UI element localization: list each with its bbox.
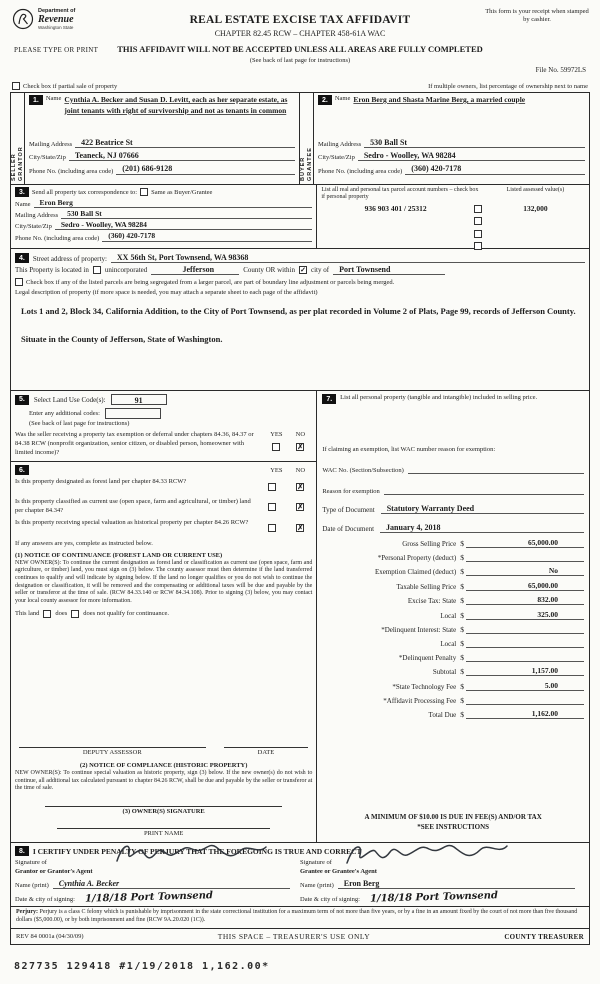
county-value[interactable]: Jefferson (151, 265, 239, 275)
parcel-number-value[interactable] (321, 217, 470, 226)
historic-property-question: Is this property receiving special valuation as historical property per chapter 84.26 RCW? (15, 518, 249, 526)
dollar-sign: $ (460, 624, 464, 634)
dor-logo-icon (12, 8, 34, 30)
money-label: Subtotal (432, 668, 457, 677)
notice-continuance-body: NEW OWNER(S): To continue the current designation as forest land or classification as current use (open space, farm and agriculture, or timber) land, you must sign on (3) below. The county assessor must then determine if the land transferred continues to qualify and will indicate by signing below. If the land no longer qualifies or you do not wish to continue the designation or classification, it will be removed and the compensating or additional taxes will be due and payable by the seller or transferor at the time of sale. (RCW 84.33.140 or RCW 84.34.108). Prior to signing (3) below, you may contact your local county assessor for more information. (15, 559, 313, 604)
corr-mailing-value[interactable]: 530 Ball St (61, 210, 312, 220)
buyer-csz-value[interactable]: Sedro - Woolley, WA 98284 (358, 151, 585, 161)
q1-no-checkbox[interactable]: ✗ (297, 482, 304, 491)
corr-phone-label: Phone No. (including area code) (15, 234, 100, 242)
see-back-note-s5: (See back of last page for instructions) (29, 420, 130, 427)
segregated-label: Check box if any of the listed parcels are being segregated from a larger parcel, are part of boundary line adjustment or parcels being merged. (26, 278, 395, 286)
additional-codes-field[interactable] (105, 408, 161, 419)
dollar-sign: $ (460, 638, 464, 648)
grantor-date-city-label: Date & city of signing: (15, 895, 75, 903)
money-value[interactable]: 325.00 (466, 610, 584, 620)
section-4-badge: 4. (15, 253, 29, 263)
money-label: Local (440, 639, 457, 648)
money-line-personal-property (322, 552, 584, 562)
seller-exemption-question: Was the seller receiving a property tax exemption or deferral under chapters 84.36, 84.37 or 84.38 RCW (nonprofit organization, senior citizen, or disabled person, homeowner with limited income)? (15, 431, 254, 456)
does-checkbox[interactable] (43, 610, 51, 618)
money-value[interactable]: No (466, 566, 584, 576)
street-address-value[interactable]: XX 56th St, Port Townsend, WA 98368 (111, 253, 585, 263)
money-line-gross (322, 538, 584, 548)
seller-mailing-label: Mailing Address (29, 141, 73, 149)
same-as-buyer-checkbox[interactable] (140, 188, 148, 196)
dollar-sign: $ (460, 596, 464, 606)
type-of-document-value[interactable]: Statutory Warranty Deed (381, 504, 584, 514)
money-value[interactable]: 65,000.00 (466, 581, 584, 591)
yes-header: YES (270, 431, 283, 438)
parcel-number-value[interactable]: 936 903 401 / 25312 (364, 204, 427, 214)
unincorporated-checkbox[interactable] (93, 266, 101, 274)
q1-yes-checkbox[interactable] (268, 483, 276, 491)
street-address-label: Street address of property: (32, 255, 107, 264)
dollar-sign: $ (460, 667, 464, 677)
city-checkbox[interactable]: ✓ (300, 266, 306, 275)
money-label: *State Technology Fee (392, 682, 457, 691)
dollar-sign: $ (460, 681, 464, 691)
parcel-row (321, 204, 585, 214)
grantee-signature-of-label: Signature of (300, 859, 332, 866)
money-value[interactable]: 1,157.00 (466, 666, 584, 676)
corr-csz-label: City/State/Zip (15, 223, 52, 231)
agency-name-line1: Department of (38, 8, 76, 14)
cashier-stamp: 827735 129418 #1/19/2018 1,162.00* (14, 961, 270, 972)
section-3-badge: 3. (15, 187, 29, 197)
section-5-land-use (11, 391, 316, 462)
grantee-signature-scribble[interactable] (341, 837, 511, 869)
dollar-sign: $ (460, 652, 464, 662)
if-yes-note: If any answers are yes, complete as instructed below. (15, 539, 153, 547)
wac-number-field[interactable] (408, 466, 584, 474)
parcel-row (321, 229, 585, 239)
wac-number-label: WAC No. (Section/Subsection) (322, 467, 404, 474)
partial-sale-checkbox[interactable] (12, 82, 20, 90)
no-header: NO (295, 466, 306, 474)
does-not-label: does not qualify for continuance. (83, 610, 170, 618)
corr-name-value[interactable]: Eron Berg (34, 199, 313, 209)
dollar-sign: $ (460, 695, 464, 705)
assessed-value[interactable] (486, 229, 585, 238)
section-1-badge: 1. (29, 95, 43, 105)
buyer-mailing-label: Mailing Address (318, 141, 362, 149)
seller-csz-value[interactable]: Teaneck, NJ 07666 (69, 151, 295, 161)
seller-phone-label: Phone No. (including area code) (29, 167, 114, 175)
notice-compliance-title: (2) NOTICE OF COMPLIANCE (HISTORIC PROPERTY) (79, 761, 248, 769)
money-value[interactable]: 65,000.00 (466, 538, 584, 548)
perjury-body: Perjury is a class C felony which is punishable by imprisonment in the state correctional institution for a maximum term of not more than five years, or by a fine in an amount fixed by the court of not more than five thousand dollars ($5,000.00), or by both imprisonment and fine (RCW 9A.20.020 (1C)). (16, 909, 578, 923)
forest-land-question-row (15, 478, 312, 496)
see-instructions-note: *SEE INSTRUCTIONS (417, 823, 490, 831)
land-use-label: Select Land Use Code(s): (33, 395, 106, 404)
money-value[interactable] (466, 624, 584, 634)
county-treasurer-label: COUNTY TREASURER (504, 932, 584, 941)
unincorporated-label: unincorporated (104, 266, 148, 275)
does-label: does (55, 610, 68, 618)
date-of-document-value[interactable]: January 4, 2018 (380, 523, 584, 533)
file-number: File No. 59972LS (535, 66, 586, 74)
assessed-value-header: Listed assessed value(s) (506, 187, 565, 193)
money-line-affidavit-processing-fee (322, 695, 584, 705)
parcel-numbers-header: List all real and personal tax parcel account numbers – check box if personal property (321, 187, 479, 201)
agency-name-line3: Washington State (38, 25, 74, 30)
treasurer-space-label: THIS SPACE – TREASURER'S USE ONLY (217, 932, 371, 941)
dollar-sign: $ (460, 567, 464, 577)
section-7-price (317, 391, 589, 842)
money-line-delinquent-interest-local (322, 638, 584, 648)
s5-yes-checkbox[interactable] (272, 443, 280, 451)
section-6-badge: 6. (15, 465, 29, 475)
section-6-classification (11, 462, 316, 842)
perjury-lead: Perjury: (16, 909, 38, 915)
deputy-assessor-signature-line[interactable]: DEPUTY ASSESSOR (19, 747, 206, 756)
multiple-owners-label: If multiple owners, list percentage of ownership next to name (428, 82, 588, 90)
minimum-fee-note-block (322, 813, 584, 831)
receipt-note: This form is your receipt when stamped by cashier. (485, 8, 589, 24)
legal-description-value[interactable]: Lots 1 and 2, Block 34, California Addition, to the City of Port Townsend, as per plat recorded in Volume 2 of Plats, Page 99, records of Jefferson County. (21, 306, 576, 317)
seller-side-strip (11, 93, 25, 184)
no-header: NO (295, 431, 306, 438)
buyer-side-label: BUYER (300, 156, 306, 181)
grantee-side-label: GRANTEE (307, 147, 313, 181)
grantee-printed-name[interactable]: Eron Berg (338, 879, 575, 889)
money-label: Taxable Selling Price (396, 582, 457, 591)
county-or-within-label: County OR within (243, 266, 295, 275)
owners-signature-line[interactable]: (3) OWNER(S) SIGNATURE (45, 806, 282, 815)
certify-statement: I CERTIFY UNDER PENALTY OF PERJURY THAT THE FOREGOING IS TRUE AND CORRECT (32, 846, 362, 856)
dollar-sign: $ (460, 538, 464, 548)
grantee-date-city-label: Date & city of signing: (300, 895, 360, 903)
assessed-value[interactable] (486, 217, 585, 226)
personal-property-label: List all personal property (tangible and intangible) included in selling price. (340, 394, 538, 401)
buyer-phone-label: Phone No. (including area code) (318, 167, 403, 175)
located-in-label: This Property is located in (15, 266, 89, 275)
money-line-subtotal (322, 666, 584, 676)
situate-line[interactable]: Situate in the County of Jefferson, State of Washington. (21, 334, 223, 345)
same-as-buyer-label: Same as Buyer/Grantee (151, 188, 213, 196)
section-3-correspondence (11, 185, 589, 249)
money-line-excise-state (322, 595, 584, 605)
minimum-fee-note: A MINIMUM OF $10.00 IS DUE IN FEE(S) AND/OR TAX (364, 813, 542, 821)
grantor-side-label: GRANTOR (18, 146, 24, 181)
partial-sale-label: Check box if partial sale of property (23, 82, 118, 90)
assessed-value[interactable] (486, 242, 585, 251)
personal-property-blank-area[interactable] (322, 404, 584, 446)
q3-no-checkbox[interactable]: ✗ (297, 523, 304, 532)
section-7-badge: 7. (322, 394, 336, 404)
legal-description-label: Legal description of property (if more space is needed, you may attach a separate sheet to each page of the affidavit) (15, 289, 318, 297)
q2-no-checkbox[interactable]: ✗ (297, 503, 304, 512)
reason-exemption-label: Reason for exemption (322, 488, 380, 495)
dollar-sign: $ (460, 552, 464, 562)
parcel-personal-checkbox[interactable] (474, 205, 482, 213)
current-use-question-row (15, 498, 312, 516)
money-label: Local (440, 611, 457, 620)
buyer-name-label: Name (334, 95, 351, 102)
warning-line: THIS AFFIDAVIT WILL NOT BE ACCEPTED UNLESS ALL AREAS ARE FULLY COMPLETED (117, 44, 483, 54)
agency-name-line2: Revenue (38, 14, 74, 25)
form-subtitle: CHAPTER 82.45 RCW – CHAPTER 458-61A WAC (214, 29, 386, 38)
left-column (11, 391, 317, 842)
type-of-document-label: Type of Document (322, 506, 375, 515)
money-label: Total Due (428, 711, 457, 720)
grantor-name-print-label: Name (print) (15, 882, 49, 890)
money-line-exemption-claimed (322, 566, 584, 576)
money-line-delinquent-penalty (322, 652, 584, 662)
assessed-value[interactable]: 132,000 (523, 204, 548, 214)
dollar-sign: $ (460, 610, 464, 620)
grantor-signature-scribble (111, 837, 271, 869)
additional-codes-label: Enter any additional codes: (29, 410, 100, 417)
q3-yes-checkbox[interactable] (268, 524, 276, 532)
grantee-name-print-label: Name (print) (300, 882, 334, 890)
money-line-delinquent-interest-state (322, 624, 584, 634)
parcel-personal-checkbox[interactable] (474, 217, 482, 225)
grantor-date-city-value[interactable]: 1/18/18 Port Townsend (84, 889, 214, 905)
section-8-badge: 8. (15, 846, 29, 856)
form-title: REAL ESTATE EXCISE TAX AFFIDAVIT (189, 14, 411, 26)
money-line-excise-local (322, 610, 584, 620)
money-value[interactable]: 1,162.00 (466, 709, 584, 719)
money-label: *Delinquent Penalty (398, 653, 457, 662)
buyer-mailing-value[interactable]: 530 Ball St (364, 138, 585, 148)
buyer-side-strip (300, 93, 314, 184)
seller-name-label: Name (45, 95, 62, 102)
section-5-badge: 5. (15, 395, 29, 405)
city-of-label: city of (311, 266, 330, 275)
deputy-assessor-row (15, 747, 312, 756)
seller-name-value[interactable]: Cynthia A. Becker and Susan D. Levitt, each as her separate estate, as joint tenants with right of survivorship and not as tenants in common (64, 95, 288, 115)
money-value[interactable] (466, 552, 584, 562)
continuance-qualify-row (15, 610, 312, 618)
notice-continuance-title: (1) NOTICE OF CONTINUANCE (FOREST LAND OR CURRENT USE) (15, 551, 223, 559)
form-body (10, 92, 590, 945)
seller-csz-label: City/State/Zip (29, 154, 66, 162)
grantor-signature-of-label: Signature of (15, 859, 47, 866)
money-label: *Affidavit Processing Fee (383, 696, 457, 705)
rev-form-number: REV 84 0001a (04/30/09) (16, 933, 84, 940)
buyer-csz-label: City/State/Zip (318, 154, 355, 162)
money-label: Excise Tax: State (407, 597, 457, 606)
forest-land-question: Is this property designated as forest land per chapter 84.33 RCW? (15, 477, 187, 485)
dollar-sign: $ (460, 581, 464, 591)
money-line-state-technology-fee (322, 681, 584, 691)
grantee-date-city-value[interactable]: 1/18/18 Port Townsend (369, 889, 499, 905)
dor-logo (12, 8, 75, 30)
middle-columns (11, 391, 589, 843)
notice-compliance-body: NEW OWNER(S): To continue special valuation as historic property, sign (3) below. If the new owner(s) do not wish to continue, all additional tax calculated pursuant to chapter 84.26 RCW, shall be due and payable by the seller or transferor at the time of sale. (15, 769, 313, 792)
grantor-agent-label: Grantor or Grantor's Agent (15, 867, 93, 875)
deputy-date-line[interactable]: DATE (224, 747, 309, 756)
money-value[interactable]: 832.00 (466, 595, 584, 605)
this-land-label: This land (15, 610, 40, 618)
dollar-sign: $ (460, 710, 464, 720)
seller-side-label: SELLER (11, 153, 17, 181)
historic-property-question-row (15, 519, 312, 537)
does-not-checkbox[interactable] (71, 610, 79, 618)
print-name-line[interactable]: PRINT NAME (57, 828, 270, 837)
corr-mailing-label: Mailing Address (15, 212, 59, 220)
segregated-checkbox[interactable] (15, 278, 23, 286)
city-value[interactable]: Port Townsend (333, 265, 445, 275)
parties-row (11, 93, 589, 185)
corr-csz-value[interactable]: Sedro - Woolley, WA 98284 (55, 221, 312, 231)
parcel-row (321, 241, 585, 251)
buyer-name-value[interactable]: Eron Berg and Shasta Marine Berg, a married couple (353, 95, 526, 104)
perjury-statement (11, 907, 589, 929)
money-line-total-due (322, 709, 584, 719)
money-value[interactable] (466, 695, 584, 705)
date-of-document-label: Date of Document (322, 525, 375, 534)
grantor-printed-name[interactable]: Cynthia A. Becker (53, 879, 290, 889)
see-back-note: (See back of last page for instructions) (249, 57, 351, 64)
section-4-property (11, 249, 589, 391)
treasurer-row (11, 929, 589, 944)
corr-name-label: Name (15, 201, 31, 209)
grantee-agent-label: Grantee or Grantee's Agent (300, 867, 377, 875)
seller-mailing-value[interactable]: 422 Beatrice St (75, 138, 295, 148)
section-2-badge: 2. (318, 95, 332, 105)
please-type-note: PLEASE TYPE OR PRINT (14, 46, 99, 54)
money-value[interactable]: 5.00 (466, 681, 584, 691)
parcel-row (321, 216, 585, 226)
partial-sale-row (0, 80, 600, 92)
seller-phone-value[interactable]: (201) 686-9128 (116, 164, 295, 174)
money-value[interactable] (466, 652, 584, 662)
reason-exemption-field[interactable] (384, 487, 584, 495)
parcel-personal-checkbox[interactable] (474, 230, 482, 238)
corr-phone-value[interactable]: (360) 420-7178 (102, 232, 312, 242)
money-label: *Personal Property (deduct) (377, 553, 457, 562)
send-correspondence-label: Send all property tax correspondence to: (31, 188, 138, 196)
q2-yes-checkbox[interactable] (268, 503, 276, 511)
current-use-question: Is this property classified as current use (open space, farm and agricultural, or timber) land per chapter 84.34? (15, 498, 251, 514)
buyer-grantee-box (300, 93, 589, 184)
parcel-number-value[interactable] (321, 229, 470, 238)
land-use-code-field[interactable]: 91 (111, 394, 167, 405)
form-header (0, 0, 600, 80)
buyer-phone-value[interactable]: (360) 420-7178 (405, 164, 585, 174)
money-value[interactable] (466, 638, 584, 648)
parcel-personal-checkbox[interactable] (474, 242, 482, 250)
yes-header: YES (270, 466, 283, 474)
claiming-exemption-label: If claiming an exemption, list WAC number reason for exemption: (322, 446, 496, 453)
money-line-taxable (322, 581, 584, 591)
parcel-number-value[interactable] (321, 242, 470, 251)
section-8-signatures (11, 843, 589, 907)
money-label: Exemption Claimed (deduct) (374, 568, 457, 577)
money-label: *Delinquent Interest: State (381, 625, 457, 634)
money-label: Gross Selling Price (402, 539, 457, 548)
s5-no-checkbox[interactable]: ✗ (297, 443, 304, 452)
seller-grantor-box (11, 93, 300, 184)
